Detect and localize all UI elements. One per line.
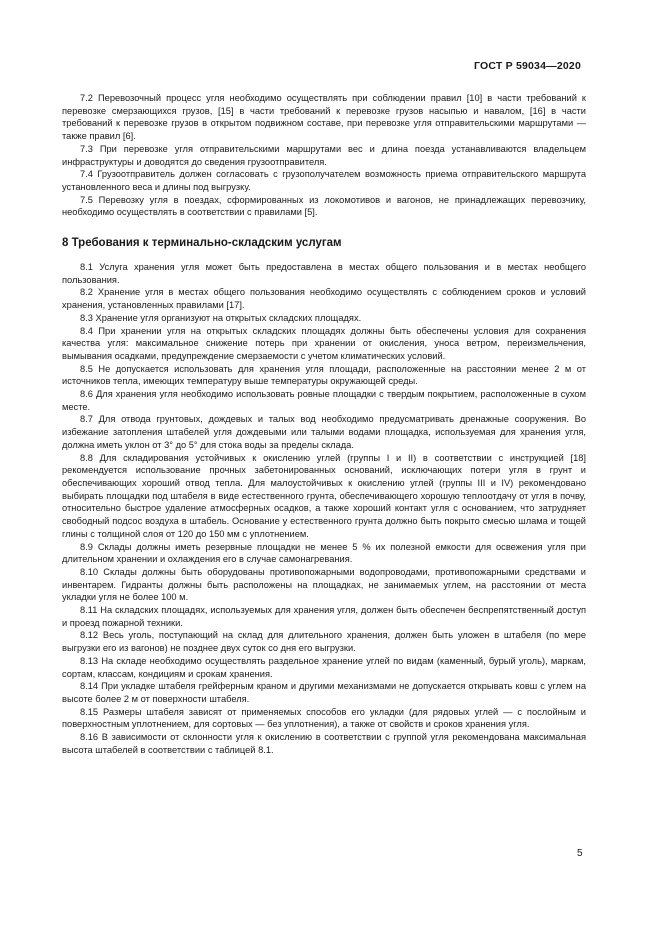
document-id: ГОСТ Р 59034—2020 [473,60,581,72]
paragraph-8-11: 8.11 На складских площадях, используемых для хранения угля, должен быть обеспечен беспрепятственный доступ и проезд пожарной техники. [62,605,586,628]
section-8-heading: 8 Требования к терминально-складским услугам [62,237,342,250]
paragraph-8-12: 8.12 Весь уголь, поступающий на склад для длительного хранения, должен быть уложен в штабеля (по мере выгрузки его из вагонов) не позднее двух суток со дня его выгрузки. [62,630,586,654]
paragraph-8-8: 8.8 Для складирования устойчивых к окислению углей (группы I и II) в соответствии с инструкцией [18] рекомендуется использование прочных забетонированных оснований, исключающих потери угля в грунт и обеспечивающих хороший отвод тепла. Для малоустойчивых к окислению углей (группы III и IV) рекомендовано выбирать площадки под штабеля в виде естественного грунта, обеспечивающего хорошую теплоотдачу от угля в почву, относительно быстрое удаление атмосферных осадков, а также хороший контакт угля с основанием, что затрудняет свободный подсос воздуха в штабель. Основание у естественного грунта должно быть покрыто смесью шлама и тощей глины с толщиной слоя от 120 до 150 мм с уплотнением. [62,452,586,539]
paragraph-8-16: 8.16 В зависимости от склонности угля к окислению в соответствии с группой угля рекомендована максимальная высота штабелей в соответствии с таблицей 8.1. [62,732,586,755]
paragraph-8-6: 8.6 Для хранения угля необходимо использовать ровные площадки с твердым покрытием, расположенные в сухом месте. [62,389,586,412]
paragraph-8-4: 8.4 При хранении угля на открытых складских площадях должны быть обеспечены условия для сохранения качества угля: максимальное снижение потерь при хранении от окисления, уноса ветром, переизмельчения, вымывания осадками, предупреждение смерзаемости с учетом климатических условий. [62,325,586,361]
page-number: 5 [577,848,583,859]
paragraph-8-5: 8.5 Не допускается использовать для хранения угля площади, расположенные на расстоянии менее 2 м от источников тепла, имеющих температуру выше температуры окружающей среды. [62,363,586,387]
paragraph-8-10: 8.10 Склады должны быть оборудованы противопожарными водопроводами, противопожарными средствами и инвентарем. Гидранты должны быть расположены на площадках, не занимаемых углем, на расстоянии от места укладки угля не более 100 м. [62,566,586,603]
paragraph-7-4: 7.4 Грузоотправитель должен согласовать с грузополучателем возможность приема отправительского маршрута установленного веса и длины под выгрузку. [62,169,586,192]
paragraph-8-7: 8.7 Для отвода грунтовых, дождевых и талых вод необходимо предусматривать дренажные сооружения. Во избежание затопления штабелей угля дождевыми или талыми водами площадка, используемая для хранения угля, должна иметь уклон от 3° до 5° для стока воды за пределы склада. [62,414,586,450]
paragraph-8-13: 8.13 На складе необходимо осуществлять раздельное хранение углей по видам (каменный, бурый уголь), маркам, сортам, классам, кондициям и срокам хранения. [62,655,586,679]
paragraph-7-5: 7.5 Перевозку угля в поездах, сформированных из локомотивов и вагонов, не принадлежащих перевозчику, необходимо осуществлять в соответствии с правилами [5]. [62,194,586,218]
paragraph-7-3: 7.3 При перевозке угля отправительскими маршрутами вес и длина поезда устанавливаются владельцем инфраструктуры и доводятся до сведения грузоотправителя. [62,143,586,167]
section-7-body [62,92,586,219]
paragraph-8-9: 8.9 Склады должны иметь резервные площадки не менее 5 % их полезной емкости для освежения угля при длительном хранении и охлаждения его в случае самонагревания. [62,541,586,565]
section-8-body [62,261,586,756]
document-body [62,92,586,756]
paragraph-8-2: 8.2 Хранение угля в местах общего пользования необходимо осуществлять с соблюдением сроков и условий хранения, установленных правилами [17]. [62,287,586,311]
paragraph-8-3: 8.3 Хранение угля организуют на открытых складских площадях. [80,312,362,323]
paragraph-8-1: 8.1 Услуга хранения угля может быть предоставлена в местах общего пользования и в местах необщего пользования. [62,262,586,285]
paragraph-8-15: 8.15 Размеры штабеля зависят от применяемых способов его укладки (для рядовых углей — с послойным и поверхностным уплотнением, для сортовых — без уплотнения), а также от свойств и сроков хранения угля. [62,706,586,730]
paragraph-8-14: 8.14 При укладке штабеля грейферным краном и другими механизмами не допускается открывать ковш с углем на высоте более 2 м от поверхности штабеля. [62,681,586,704]
paragraph-7-2: 7.2 Перевозочный процесс угля необходимо осуществлять при соблюдении правил [10] в части требований к перевозке смерзающихся грузов, [15] в части требований к перевозке грузов насыпью и навалом, [16] в части требований к перевозке грузов в открытом подвижном составе, при перевозке угля отправительскими маршрутами — также правил [6]. [62,93,586,142]
